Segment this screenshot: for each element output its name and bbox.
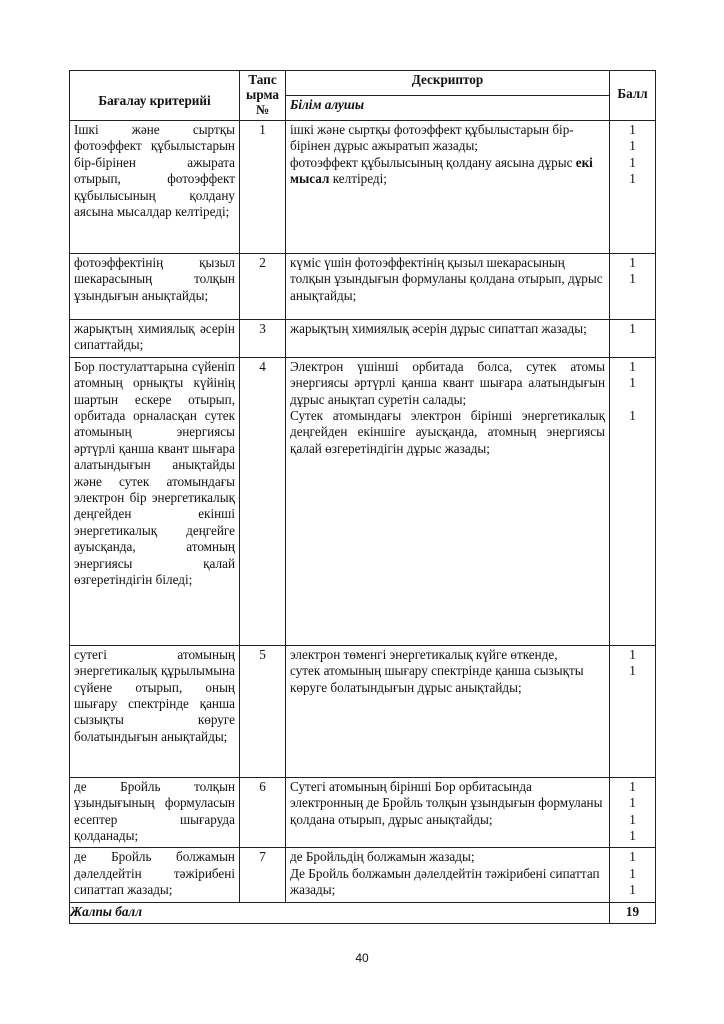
- descriptor-line: Де Бройль болжамын дәлелдейтін тәжірибені сипаттап жазады;: [290, 865, 600, 898]
- points-cell: 1 1: [610, 254, 656, 320]
- criteria-cell: де Бройль толқын ұзындығының формуласын есептер шығаруда қолданады;: [70, 777, 240, 848]
- points-cell: 1 1 1: [610, 848, 656, 902]
- descriptor-line: электрон төменгі энергетикалық күйге өткенде,: [290, 646, 558, 662]
- descriptor-line: фотоэффект құбылысының қолдану аясына дұрыс екі мысал келтіреді;: [290, 154, 593, 187]
- descriptor-line: сутек атомының шығару спектрінде қанша сызықты көруге болатындығын дұрыс анықтайды;: [290, 663, 584, 695]
- descriptor-cell: [286, 645, 610, 777]
- task-number-cell: 7: [240, 848, 286, 902]
- task-number-cell: 1: [240, 121, 286, 254]
- criteria-cell: де Бройль болжамын дәлелдейтін тәжірибені сипаттап жазады;: [70, 848, 240, 902]
- table-row: [70, 848, 656, 902]
- descriptor-cell: [286, 254, 610, 320]
- table-row: [70, 645, 656, 777]
- assessment-rubric-table: [69, 70, 656, 924]
- header-task-line1: Тапс: [248, 72, 277, 87]
- points-cell: 1: [610, 320, 656, 358]
- header-criteria: Бағалау критерийі: [70, 71, 240, 121]
- criteria-cell: Бор постулаттарына сүйеніп атомның орнықты күйінің шартын ескере отырып, орбитада орналасқан сутек атомының энергиясы әртүрлі қанша квант шығара алатындығын анықтайды және сутек атомындағы электрон бір энергетикалық деңгейден екінші энергетикалық деңгейге ауысқанда, атомның энергиясы қалай өзгеретіндігін біледі;: [70, 357, 240, 645]
- header-points: Балл: [610, 71, 656, 121]
- descriptor-line: жарықтың химиялық әсерін дұрыс сипаттап жазады;: [290, 321, 587, 336]
- descriptor-cell: [286, 320, 610, 358]
- task-number-cell: 5: [240, 645, 286, 777]
- points-cell: 1 1: [610, 645, 656, 777]
- descriptor-line: күміс үшін фотоэффектінің қызыл шекарасының толқын ұзындығын формуланы қолдана отырып, дұрыс анықтайды;: [290, 255, 603, 303]
- descriptor-line: Электрон үшінші орбитада болса, сутек атомы энергиясы әртүрлі қанша квант шығара алатындығын дұрыс анықтап суретін салады;: [290, 358, 605, 407]
- header-descriptor-sub: Білім алушы: [286, 96, 610, 121]
- table-row: [70, 320, 656, 358]
- descriptor-line: Сутегі атомының бірінші Бор орбитасында электронның де Бройль толқын ұзындығын формуланы қолдана отырып, дұрыс анықтайды;: [290, 778, 603, 827]
- criteria-cell: жарықтың химиялық әсерін сипаттайды;: [70, 320, 240, 358]
- descriptor-emphasis: екі мысал: [290, 154, 593, 187]
- table-row: [70, 254, 656, 320]
- total-label: Жалпы балл: [70, 902, 610, 923]
- task-number-cell: 6: [240, 777, 286, 848]
- descriptor-cell: [286, 777, 610, 848]
- header-row: [70, 71, 656, 96]
- criteria-cell: фотоэффектінің қызыл шекарасының толқын ұзындығын анықтайды;: [70, 254, 240, 320]
- task-number-cell: 2: [240, 254, 286, 320]
- total-value: 19: [610, 902, 656, 923]
- task-number-cell: 4: [240, 357, 286, 645]
- descriptor-cell: [286, 848, 610, 902]
- points-cell: 1 1 1: [610, 357, 656, 645]
- header-task-number: [240, 71, 286, 121]
- total-row: [70, 902, 656, 923]
- descriptor-line: ішкі және сыртқы фотоэффект құбылыстарын бір-бірінен дұрыс ажыратып жазады;: [290, 122, 574, 154]
- criteria-cell: сутегі атомының энергетикалық құрылымына сүйене отырып, оның шығару спектрінде қанша сызықты көруге болатындығын анықтайды;: [70, 645, 240, 777]
- points-cell: 1 1 1 1: [610, 121, 656, 254]
- table-row: [70, 777, 656, 848]
- points-cell: 1 1 1 1: [610, 777, 656, 848]
- descriptor-cell: [286, 121, 610, 254]
- criteria-cell: Ішкі және сыртқы фотоэффект құбылыстарын бір-бірінен ажырата отырып, фотоэффект құбылысының қолдану аясына мысалдар келтіреді;: [70, 121, 240, 254]
- header-task-line3: №: [255, 102, 270, 117]
- descriptor-cell: [286, 357, 610, 645]
- page-number: 40: [355, 951, 369, 965]
- descriptor-line: Сутек атомындағы электрон бірінші энергетикалық деңгейден екіншіге ауысқанда, атомның энергиясы қалай өзгеретіндігін дұрыс жазады;: [290, 408, 605, 456]
- descriptor-line: де Бройльдің болжамын жазады;: [290, 849, 475, 865]
- table-row: [70, 357, 656, 645]
- table-row: [70, 121, 656, 254]
- header-descriptor: Дескриптор: [286, 71, 610, 96]
- task-number-cell: 3: [240, 320, 286, 358]
- header-task-line2: ырма: [246, 87, 279, 102]
